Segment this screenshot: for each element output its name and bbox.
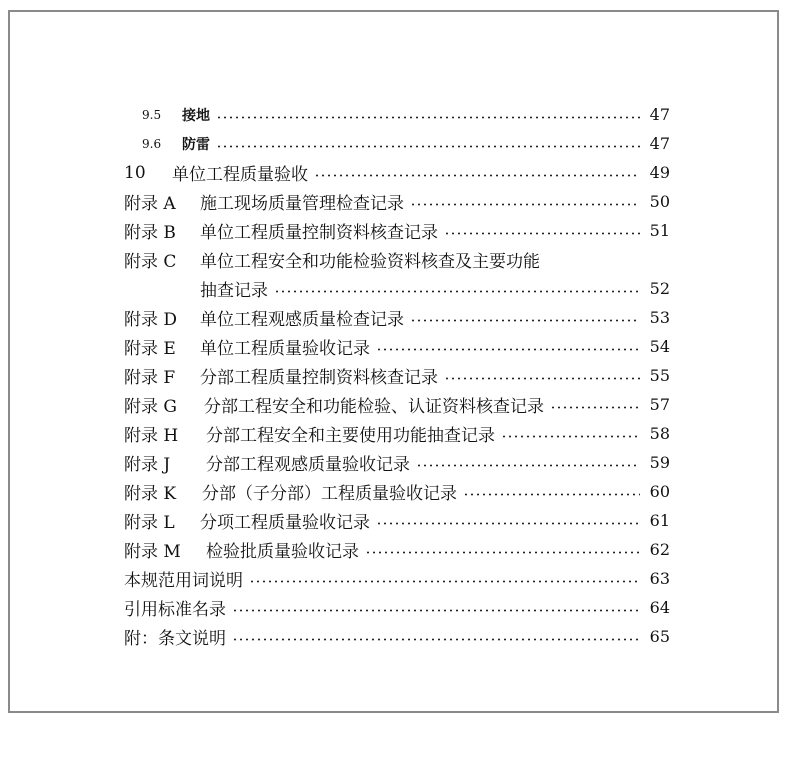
toc-entry-page: 57 <box>649 395 670 414</box>
dot-leader <box>216 145 640 148</box>
toc-entry-referenced-standards[interactable] <box>124 593 670 622</box>
toc-entry-appendix-c[interactable] <box>124 245 670 274</box>
toc-entry-appendix-j[interactable] <box>124 448 670 477</box>
toc-entry-title: 单位工程质量控制资料核查记录 <box>200 223 438 243</box>
toc-entry-title: 分部工程安全和功能检验、认证资料核查记录 <box>204 397 544 417</box>
dot-leader <box>274 290 640 293</box>
toc-entry-number: 附录 H <box>124 426 179 446</box>
toc-entry-page: 59 <box>649 453 670 472</box>
toc-entry-page: 65 <box>649 627 670 646</box>
toc-entry-title: 抽查记录 <box>200 281 268 301</box>
toc-entry-number: 9.5 <box>142 107 162 122</box>
toc-entry-page: 64 <box>649 598 670 617</box>
toc-entry-title: 分项工程质量验收记录 <box>200 513 370 533</box>
toc-entry-number: 附录 A <box>124 194 176 214</box>
dot-leader <box>376 348 640 351</box>
toc-entry-title: 检验批质量验收记录 <box>206 542 359 562</box>
toc-entry-appendix-h[interactable] <box>124 419 670 448</box>
dot-leader <box>416 464 640 467</box>
toc-entry-title: 分部工程安全和主要使用功能抽查记录 <box>206 426 495 446</box>
toc-entry-appendix-k[interactable] <box>124 477 670 506</box>
toc-entry-number: 附录 G <box>124 397 177 417</box>
toc-entry-page: 62 <box>649 540 670 559</box>
toc-entry-title: 分部工程质量控制资料核查记录 <box>200 368 438 388</box>
toc-entry-appendix-l[interactable] <box>124 506 670 535</box>
toc-entry-appendix-b[interactable] <box>124 216 670 245</box>
toc-entry-page: 47 <box>649 105 670 124</box>
toc-entry-title: 分部工程观感质量验收记录 <box>206 455 410 475</box>
dot-leader <box>314 174 640 177</box>
toc-entry-title: 接地 <box>182 107 210 124</box>
dot-leader <box>444 377 640 380</box>
dot-leader <box>410 203 640 206</box>
toc-entry-number: 附录 J <box>124 455 171 475</box>
dot-leader <box>550 406 640 409</box>
dot-leader <box>249 580 640 583</box>
page-frame <box>8 10 779 713</box>
toc-entry-appendix-f[interactable] <box>124 361 670 390</box>
toc-entry-page: 50 <box>649 192 670 211</box>
dot-leader <box>463 493 640 496</box>
toc-entry-number: 附录 K <box>124 484 177 504</box>
toc-entry-number: 附录 C <box>124 252 177 272</box>
toc-entry-page: 61 <box>649 511 670 530</box>
toc-entry-page: 58 <box>649 424 670 443</box>
toc-entry-title: 单位工程质量验收 <box>172 165 308 185</box>
dot-leader <box>232 609 640 612</box>
toc-entry-number: 9.6 <box>142 136 162 151</box>
toc-entry-clause-explanation[interactable] <box>124 622 670 651</box>
toc-entry-appendix-g[interactable] <box>124 390 670 419</box>
toc-entry-title: 附：条文说明 <box>124 629 226 649</box>
dot-leader <box>365 551 640 554</box>
toc-entry-page: 53 <box>649 308 670 327</box>
toc-entry-appendix-e[interactable] <box>124 332 670 361</box>
toc-entry-title: 本规范用词说明 <box>124 571 243 591</box>
dot-leader <box>410 319 640 322</box>
toc-entry-appendix-d[interactable] <box>124 303 670 332</box>
dot-leader <box>376 522 640 525</box>
toc-entry-terms-explanation[interactable] <box>124 564 670 593</box>
toc-entry-number: 附录 D <box>124 310 178 330</box>
toc-entry-appendix-a[interactable] <box>124 187 670 216</box>
dot-leader <box>232 638 640 641</box>
toc-entry-chapter-10[interactable] <box>124 158 670 187</box>
toc-entry-title: 单位工程观感质量检查记录 <box>200 310 404 330</box>
toc-entry-appendix-c-continued[interactable] <box>124 274 670 303</box>
toc-entry-title: 施工现场质量管理检查记录 <box>200 194 404 214</box>
toc-entry-9-5[interactable] <box>142 100 670 129</box>
toc-entry-page: 47 <box>649 134 670 153</box>
toc-entry-title: 单位工程质量验收记录 <box>200 339 370 359</box>
toc-entry-number: 附录 F <box>124 368 176 388</box>
toc-entry-number: 附录 B <box>124 223 176 243</box>
toc-entry-number: 附录 M <box>124 542 181 562</box>
toc-entry-appendix-m[interactable] <box>124 535 670 564</box>
toc-entry-number: 附录 L <box>124 513 175 533</box>
toc-entry-9-6[interactable] <box>142 129 670 158</box>
dot-leader <box>444 232 640 235</box>
toc-entry-page: 60 <box>649 482 670 501</box>
toc-entry-page: 52 <box>649 279 670 298</box>
dot-leader <box>216 116 640 119</box>
toc-entry-title: 防雷 <box>182 136 210 153</box>
toc-entry-title: 单位工程安全和功能检验资料核查及主要功能 <box>200 252 540 272</box>
toc-entry-page: 63 <box>649 569 670 588</box>
toc-entry-title: 分部（子分部）工程质量验收记录 <box>202 484 457 504</box>
toc-entry-title: 引用标准名录 <box>124 600 226 620</box>
toc-entry-number: 10 <box>124 162 146 183</box>
toc-entry-number: 附录 E <box>124 339 176 359</box>
dot-leader <box>501 435 640 438</box>
toc-entry-page: 54 <box>649 337 670 356</box>
toc-entry-page: 51 <box>649 221 670 240</box>
toc-entry-page: 49 <box>649 163 670 182</box>
toc-entry-page: 55 <box>649 366 670 385</box>
